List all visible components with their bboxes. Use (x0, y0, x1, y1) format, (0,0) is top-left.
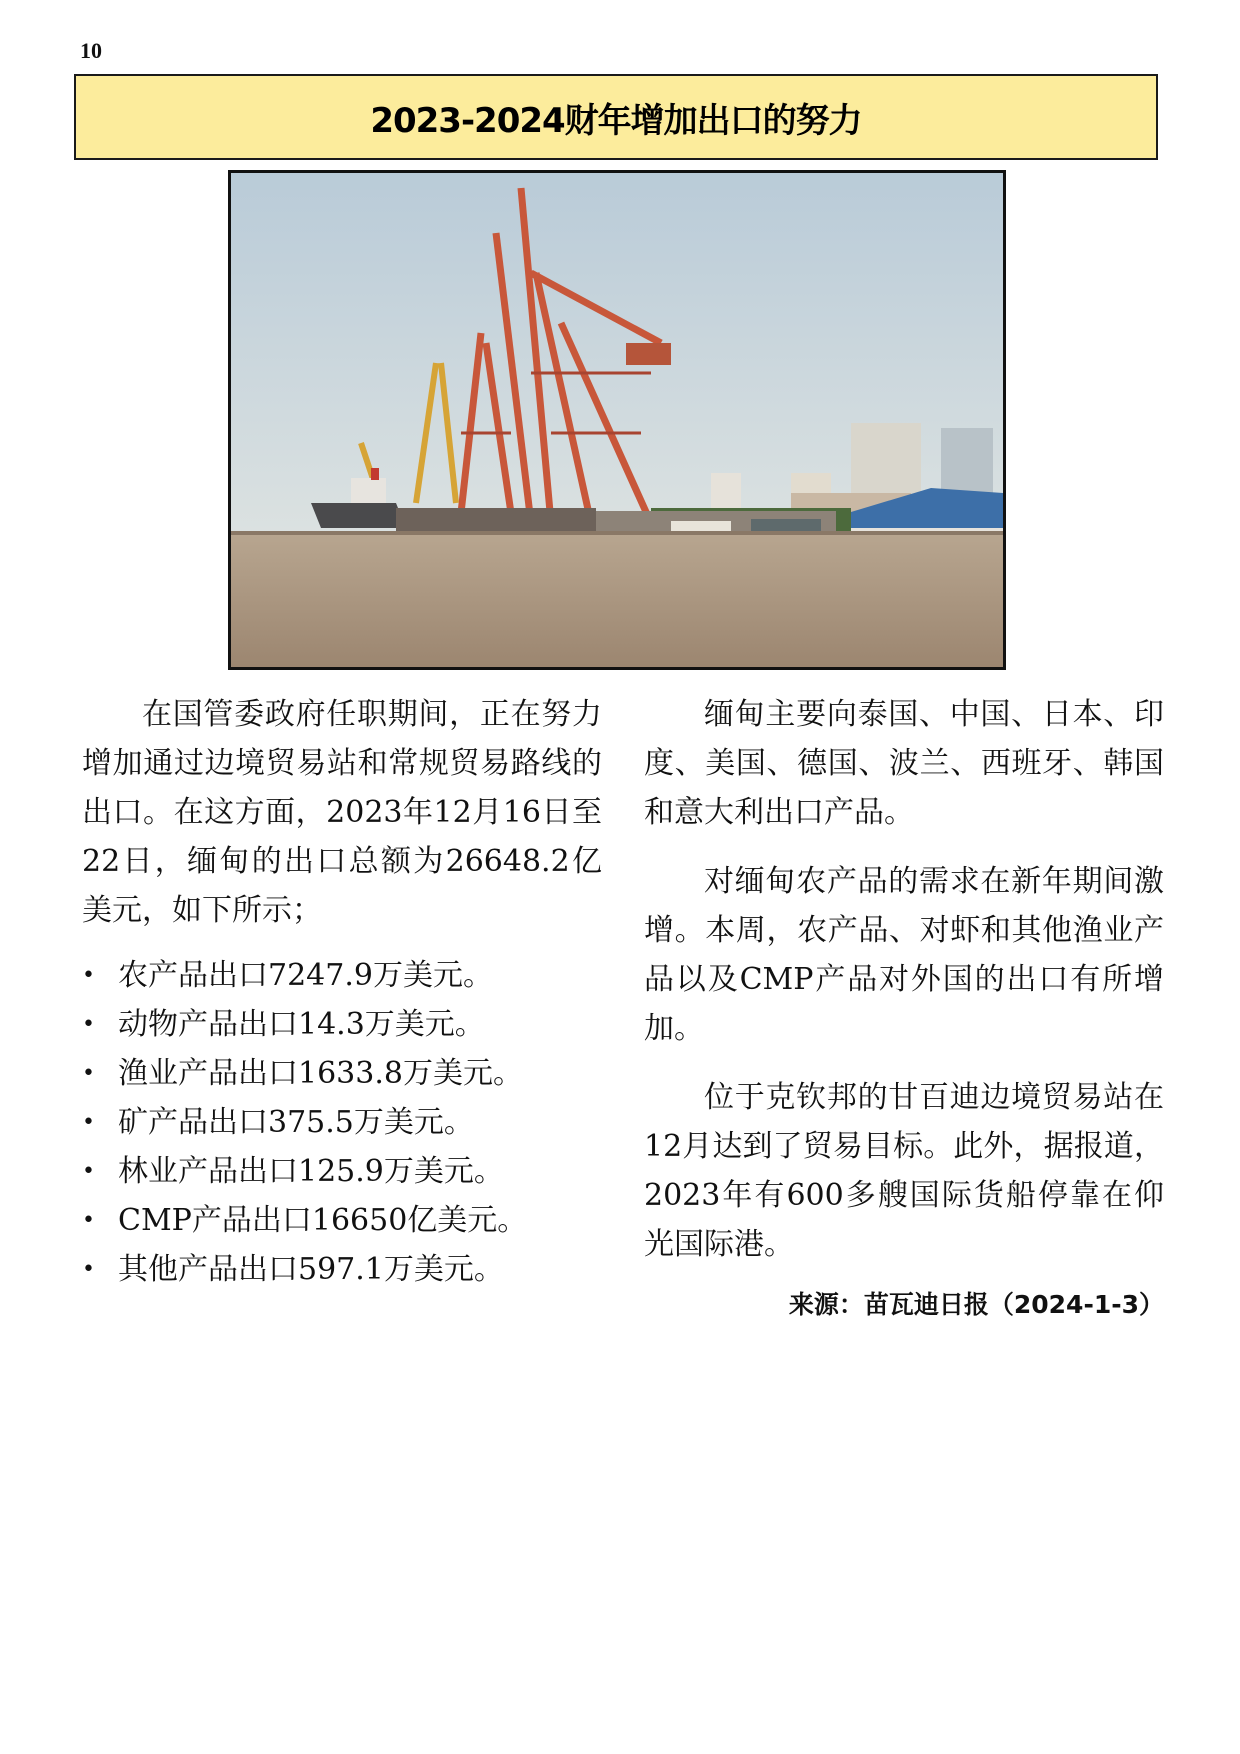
list-item: • 动物产品出口14.3万美元。 (82, 1000, 602, 1049)
right-column (644, 690, 1164, 1325)
list-item: • 林业产品出口125.9万美元。 (82, 1147, 602, 1196)
page-number: 10 (80, 38, 102, 63)
body-paragraph: 缅甸主要向泰国、中国、日本、印度、美国、德国、波兰、西班牙、韩国和意大利出口产品。 (644, 697, 1164, 830)
port-photo (228, 170, 1006, 670)
article-title: 2023-2024财年增加出口的努力 (370, 100, 862, 141)
list-item: • 渔业产品出口1633.8万美元。 (82, 1049, 602, 1098)
list-item: • 其他产品出口597.1万美元。 (82, 1245, 602, 1294)
list-item: • CMP产品出口16650亿美元。 (82, 1196, 602, 1245)
list-item: • 农产品出口7247.9万美元。 (82, 951, 602, 1000)
export-list (82, 951, 602, 1294)
intro-paragraph: 在国管委政府任职期间，正在努力增加通过边境贸易站和常规贸易路线的出口。在这方面，2023年12月16日至22日，缅甸的出口总额为26648.2亿美元，如下所示； (82, 697, 602, 928)
left-column (82, 690, 602, 1294)
body-paragraph: 位于克钦邦的甘百迪边境贸易站在12月达到了贸易目标。此外，据报道，2023年有600多艘国际货船停靠在仰光国际港。 (644, 1080, 1164, 1262)
body-paragraph: 对缅甸农产品的需求在新年期间激增。本周，农产品、对虾和其他渔业产品以及CMP产品对外国的出口有所增加。 (644, 864, 1164, 1046)
list-item: • 矿产品出口375.5万美元。 (82, 1098, 602, 1147)
title-banner (74, 74, 1158, 160)
source-citation: 来源：苗瓦迪日报（2024-1-3） (788, 1290, 1164, 1319)
port-photo-illustration (231, 173, 1003, 667)
